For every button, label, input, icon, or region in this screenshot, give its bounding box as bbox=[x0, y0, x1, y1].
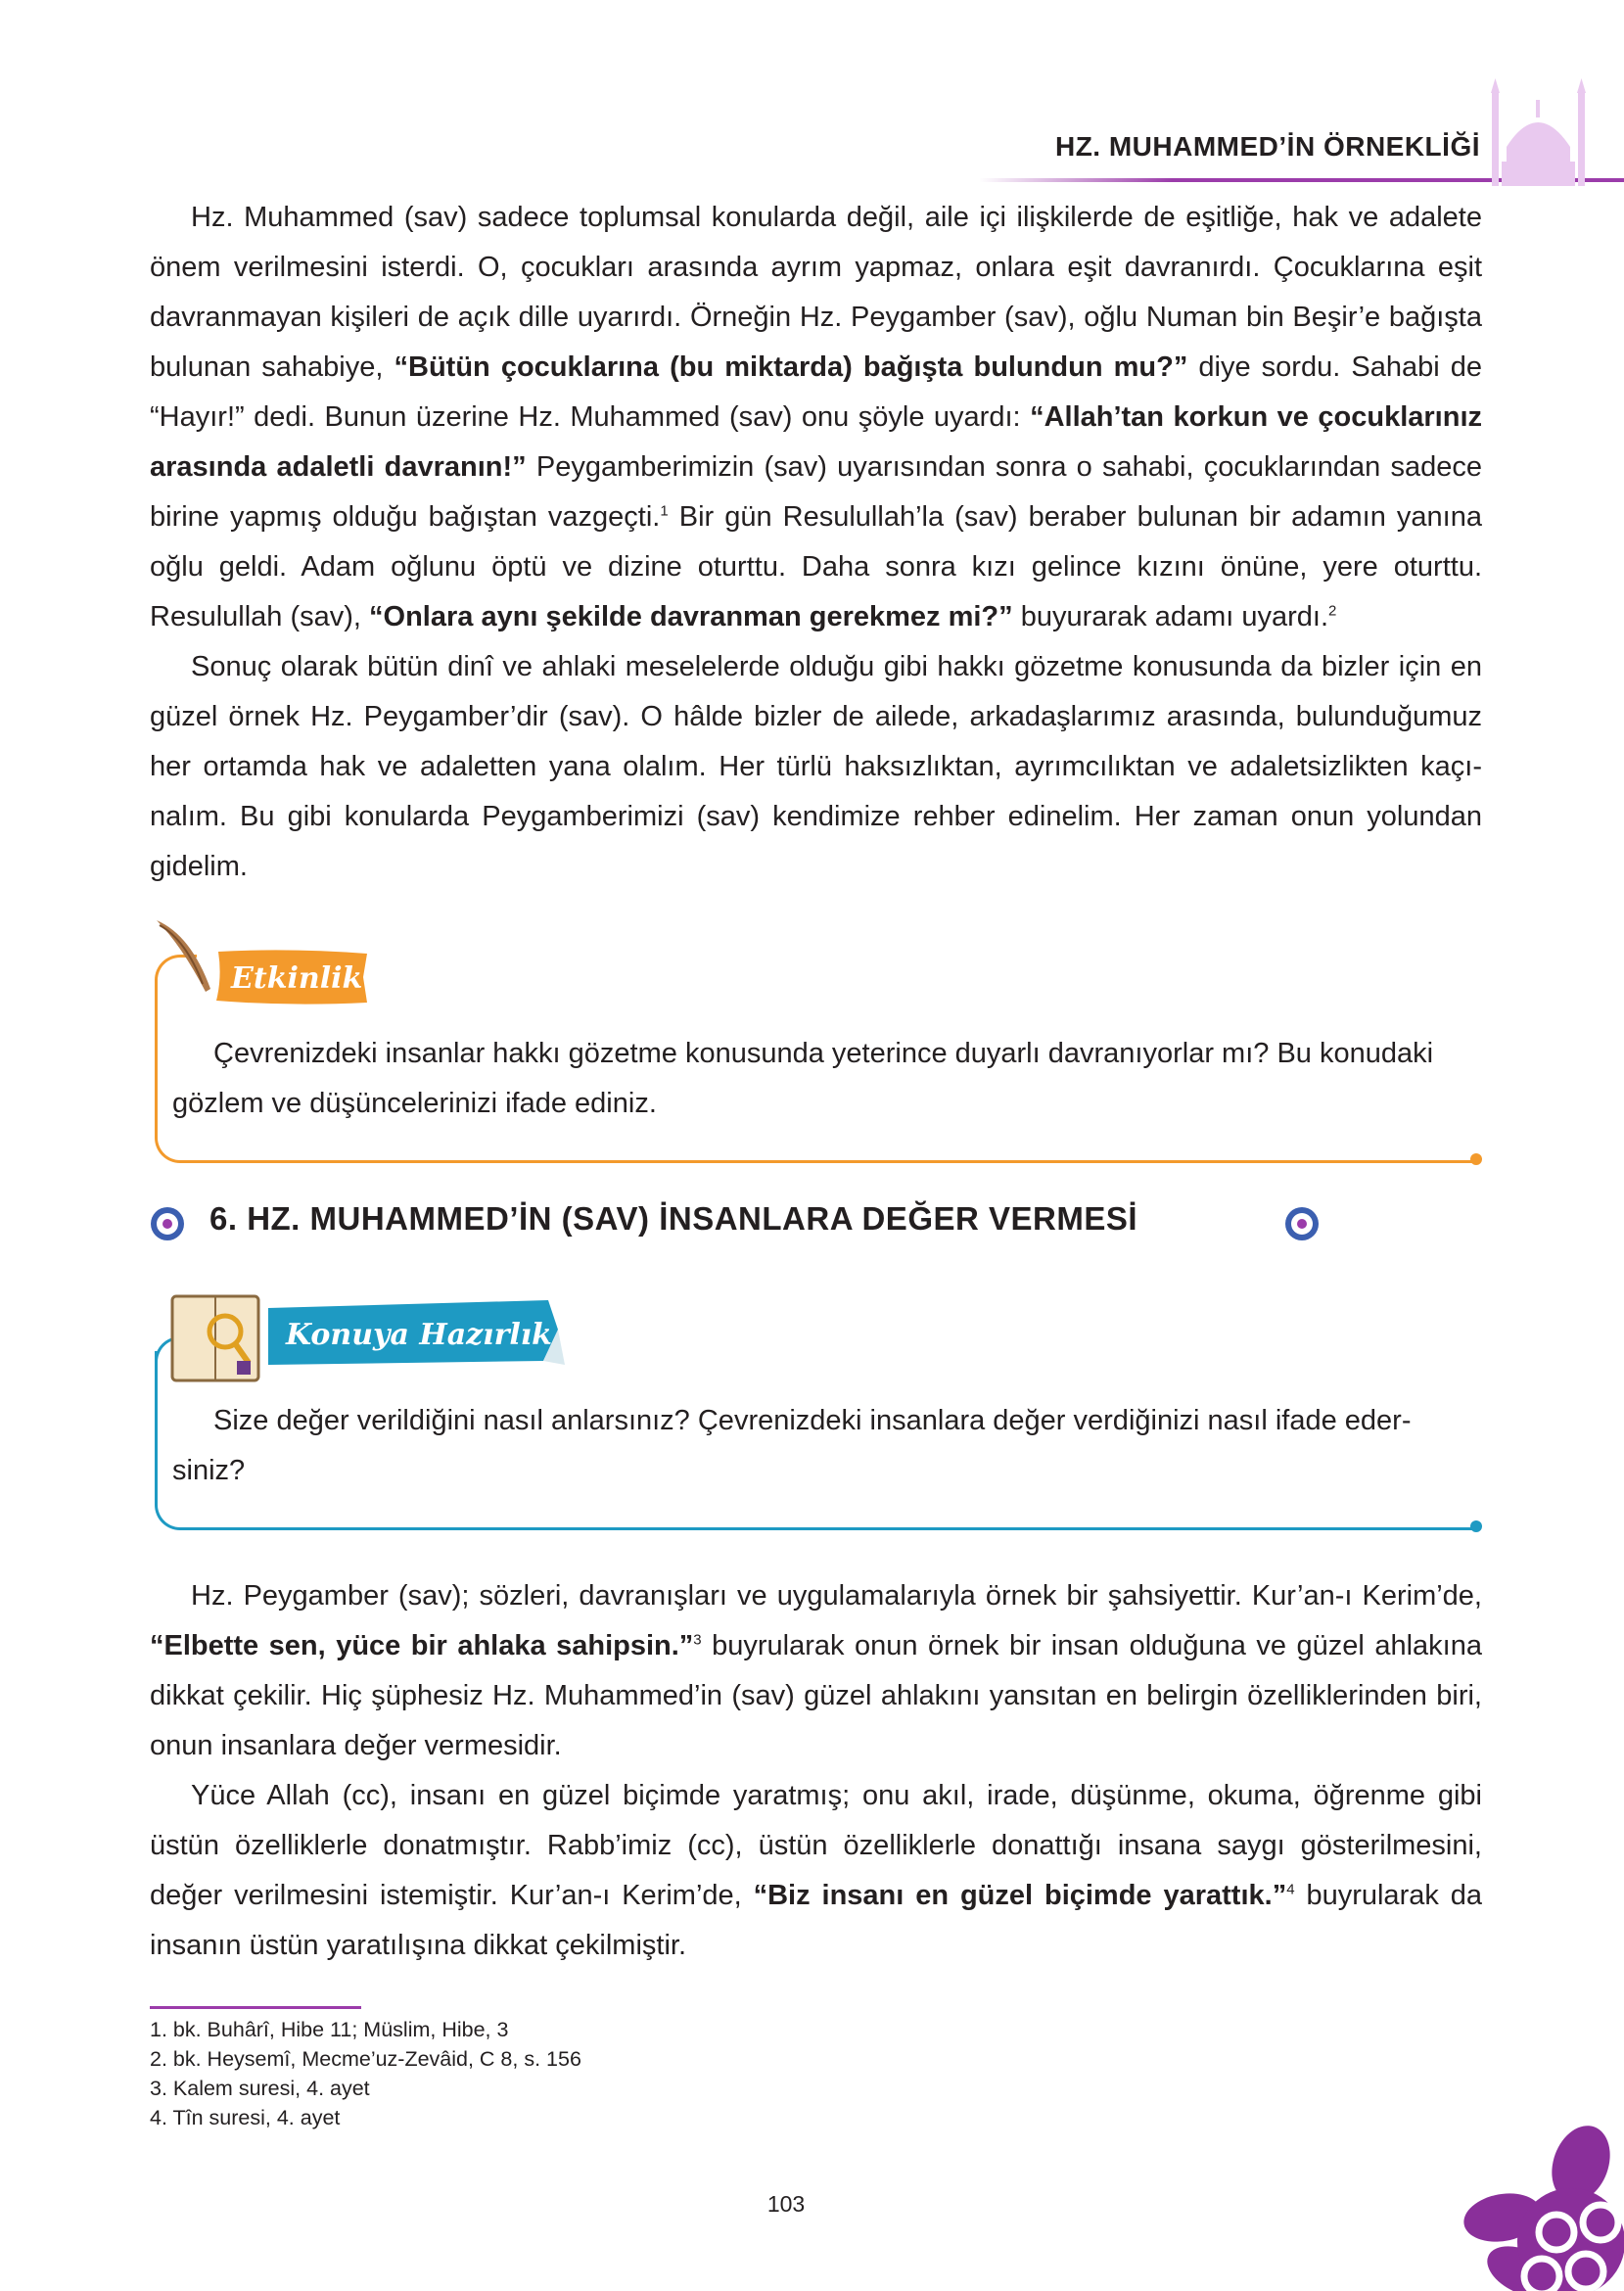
text-run: Hz. Peygamber (sav); sözleri, davranışları ve uygulamalarıyla örnek bir şahsiyettir. Kur’an-ı Kerim’de, bbox=[191, 1580, 1482, 1612]
flower-bullet-icon bbox=[1283, 1205, 1321, 1242]
footnote-item: 4. Tîn suresi, 4. ayet bbox=[150, 2106, 341, 2129]
text-run: Bir gün Resulullah’la (sav) beraber bulunan bir adamın yanına oğlu geldi. Adam oğlunu öptü ve dizine oturttu. Daha sonra kızı gelince kızını önüne, yere oturttu. Resulullah (sav), bbox=[150, 501, 1482, 632]
activity-label: Etkinlik bbox=[231, 961, 363, 996]
text-run: diye sordu. Sahabi de “Hayır!” dedi. Bunun üzerine Hz. Muhammed (sav) onu şöyle uyardı: bbox=[150, 351, 1482, 433]
quote-bold: “Elbette sen, yüce bir ahlaka sahipsin.” bbox=[150, 1630, 694, 1661]
quote-bold: “Biz insanı en güzel biçimde yarattık.” bbox=[753, 1880, 1287, 1911]
running-header: HZ. MUHAMMED’İN ÖRNEKLİĞİ bbox=[1054, 131, 1480, 162]
mosque-icon bbox=[1482, 78, 1595, 186]
quote-bold: “Onlara aynı şekilde davranman gerekmez mi?” bbox=[369, 601, 1013, 632]
section-title: 6. HZ. MUHAMMED’İN (SAV) İNSANLARA DEĞER VERMESİ bbox=[209, 1200, 1138, 1237]
footnote-ref[interactable]: 3 bbox=[693, 1631, 702, 1649]
prep-text: Size değer verildiğini nasıl anlarsınız? Çevrenizdeki insanlara değer verdiğinizi nasıl ifade edersiniz? bbox=[172, 1405, 1412, 1486]
prep-content bbox=[172, 1396, 1470, 1496]
activity-box-end-dot bbox=[1470, 1153, 1482, 1165]
paragraph-4 bbox=[150, 1771, 1482, 1971]
text-run: buyrularak da insanın üstün yaratılışına dikkat çekilmiştir. bbox=[150, 1880, 1483, 1961]
body-lower bbox=[150, 1571, 1482, 1971]
ornament-flower-icon bbox=[1463, 2125, 1624, 2291]
book-magnifier-icon bbox=[168, 1292, 266, 1385]
activity-content bbox=[172, 1029, 1470, 1129]
footnote-item: 2. bk. Heysemî, Mecme’uz-Zevâid, C 8, s. 156 bbox=[150, 2047, 581, 2071]
footnote-ref[interactable]: 2 bbox=[1328, 602, 1337, 620]
text-run: Peygamberimizin (sav) uyarısından sonra o sahabi, çocuklarından sadece birine yapmış olduğu bağıştan vazgeçti. bbox=[150, 451, 1482, 533]
paragraph-3 bbox=[150, 1571, 1482, 1771]
footnote-item: 3. Kalem suresi, 4. ayet bbox=[150, 2077, 370, 2100]
paragraph-1 bbox=[150, 193, 1482, 892]
activity-text: Çevrenizdeki insanlar hakkı gözetme konusunda yeterince duyarlı davranıyorlar mı? Bu konudaki gözlem ve düşüncelerinizi ifade ediniz. bbox=[172, 1038, 1434, 1119]
footnote-ref[interactable]: 4 bbox=[1286, 1881, 1295, 1898]
prep-box-end-dot bbox=[1470, 1520, 1482, 1532]
prep-label: Konuya Hazırlık bbox=[286, 1318, 552, 1352]
text-run: Hz. Muhammed (sav) sadece toplumsal konularda değil, aile içi ilişkilerde de eşitliğe, hak ve adalete önem verilmesini isterdi. O, çocukları arasında ayrım yapmaz, onlara eşit davranırdı. Çocuklarına eşit davranmayan kişileri de açık dille uyarırdı. Örneğin Hz. Peygamber (sav), oğlu Numan bin Beşir’e bağışta bulunan sahabiye, bbox=[150, 202, 1482, 383]
page-number: 103 bbox=[766, 2191, 806, 2217]
flower-bullet-icon bbox=[149, 1205, 186, 1242]
text-run: buyrularak onun örnek bir insan olduğuna ve güzel ahlakına dikkat çekilir. Hiç şüphesiz Hz. Muhammed’in (sav) güzel ahlakını yansıtan en belirgin özelliklerinden biri, onun insanlara değer vermesidir. bbox=[150, 1630, 1482, 1761]
footnote-item: 1. bk. Buhârî, Hibe 11; Müslim, Hibe, 3 bbox=[150, 2018, 509, 2041]
footnotes bbox=[150, 2015, 581, 2132]
footnote-ref[interactable]: 1 bbox=[660, 502, 669, 520]
footnote-rule bbox=[150, 2006, 361, 2009]
text-run: buyurarak adamı uyardı. bbox=[1012, 601, 1329, 632]
quote-bold: “Allah’tan korkun ve çocuklarınız arasında adaletli davranın!” bbox=[150, 401, 1482, 483]
quote-bold: “Bütün çocuklarına (bu miktarda) bağışta bulundun mu?” bbox=[394, 351, 1188, 383]
paragraph-2: Sonuç olarak bütün dinî ve ahlaki meselelerde olduğu gibi hakkı gözetme konusunda da bizler için en güzel örnek Hz. Peygamber’dir (sav). O hâlde bizler de ailede, arkadaşlarımız arasında, bulunduğumuz her ortamda hak ve adaletten yana olalım. Her türlü haksızlıktan, ayrımcılıktan ve adaletsizlikten kaçınalım. Bu gibi konularda Peygamberimizi (sav) kendimize rehber edinelim. Her zaman onun yolundan gidelim. bbox=[150, 651, 1482, 882]
text-run: Yüce Allah (cc), insanı en güzel biçimde yaratmış; onu akıl, irade, düşünme, okuma, öğrenme gibi üstün özelliklerle donatmıştır. Rabb’imiz (cc), üstün özelliklerle donattığı insana saygı gösterilmesini, değer verilmesini istemiştir. Kur’an-ı Kerim’de, bbox=[150, 1780, 1482, 1911]
